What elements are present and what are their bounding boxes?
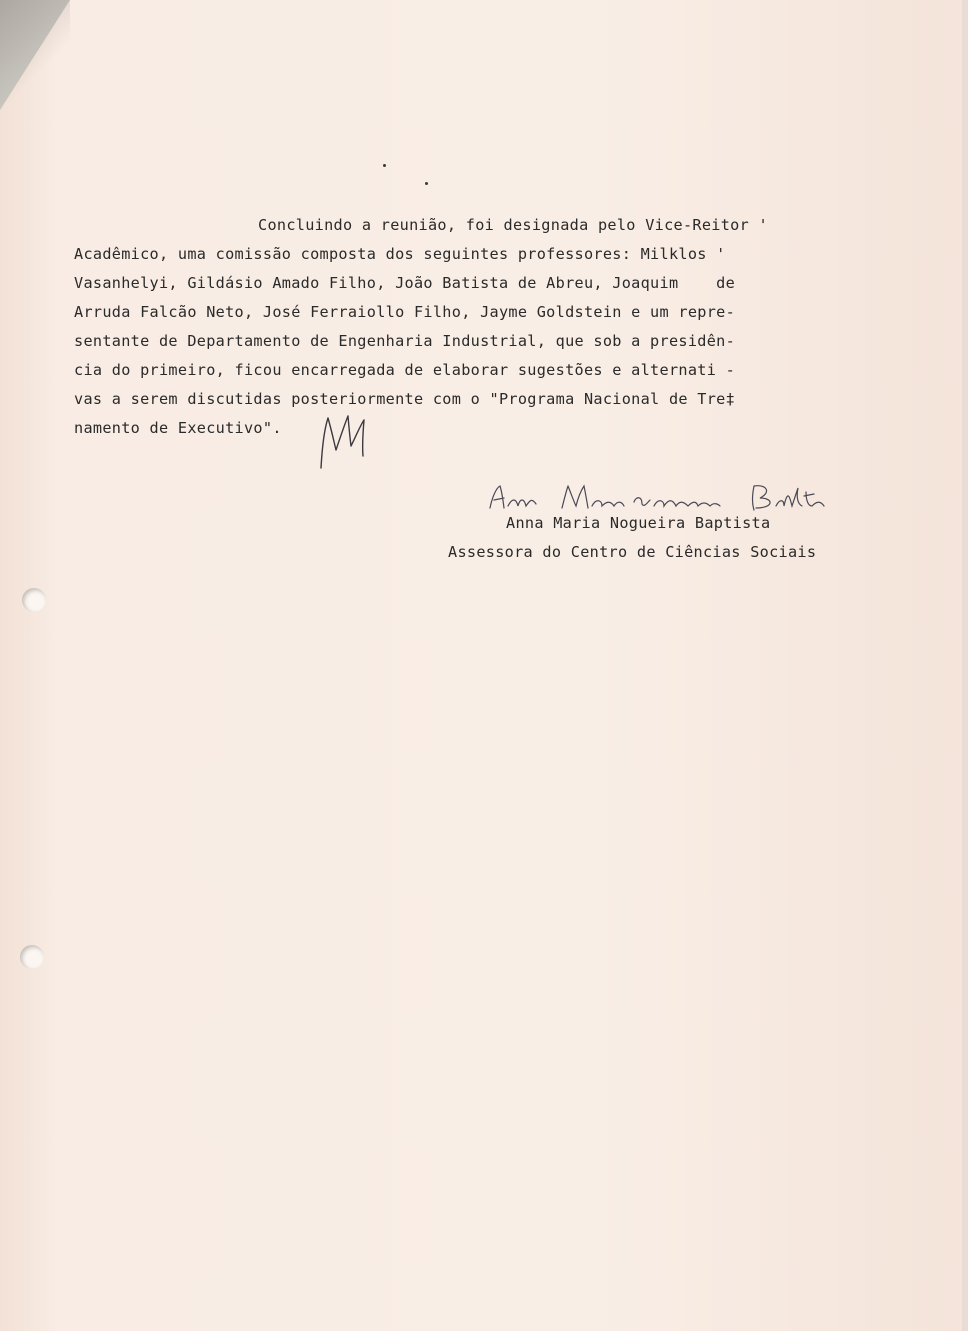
punch-hole-bottom xyxy=(20,945,44,969)
signatory-name: Anna Maria Nogueira Baptista xyxy=(506,514,771,532)
paragraph-line: sentante de Departamento de Engenharia Industrial, que sob a presidên- xyxy=(74,332,736,350)
corner-shadow xyxy=(0,0,70,118)
ink-dot xyxy=(383,164,386,167)
paragraph-line: Arruda Falcão Neto, José Ferraiollo Filho, Jayme Goldstein e um repre- xyxy=(74,303,736,321)
handwritten-initials xyxy=(318,410,370,472)
paragraph-line: cia do primeiro, ficou encarregada de elaborar sugestões e alternati - xyxy=(74,361,736,379)
punch-hole-top xyxy=(22,588,46,612)
paragraph-line: Vasanhelyi, Gildásio Amado Filho, João Batista de Abreu, Joaquim de xyxy=(74,274,736,292)
ink-dot xyxy=(425,182,428,185)
page-edge xyxy=(962,0,968,1331)
paragraph-line: Concluindo a reunião, foi designada pelo Vice-Reitor ' xyxy=(258,216,768,234)
paragraph-line: vas a serem discutidas posteriormente com o "Programa Nacional de Tre‡ xyxy=(74,390,736,408)
paragraph-line: Acadêmico, uma comissão composta dos seguintes professores: Milklos ' xyxy=(74,245,726,263)
paragraph-line: namento de Executivo". xyxy=(74,419,282,437)
signatory-role: Assessora do Centro de Ciências Sociais xyxy=(448,543,817,561)
paragraph xyxy=(74,211,874,443)
